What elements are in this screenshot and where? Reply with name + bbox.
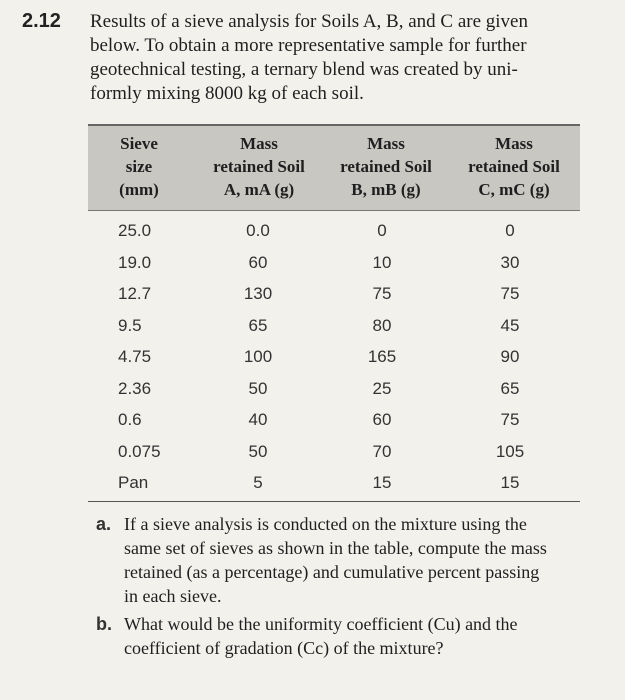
mass-c-cell: 90 — [500, 347, 520, 366]
problem-line: formly mixing 8000 kg of each soil. — [90, 83, 364, 104]
problem-line: Results of a sieve analysis for Soils A, B, and C are given — [90, 11, 528, 32]
mass-c-cell: 45 — [500, 315, 520, 335]
mass-b-cell: 10 — [372, 252, 392, 272]
table-header — [88, 124, 580, 211]
mass-b-cell: 80 — [372, 315, 392, 335]
mass-b-cell: 75 — [372, 284, 392, 303]
table-row — [88, 341, 580, 373]
question-line: coefficient of gradation (Cc) of the mixture? — [124, 638, 444, 658]
mass-c-cell: 75 — [500, 410, 520, 429]
mass-a-cell: 65 — [248, 315, 268, 335]
problem-line: geotechnical testing, a ternary blend was created by uni- — [90, 59, 518, 80]
sieve-size-cell: 0.6 — [118, 410, 142, 429]
sieve-table — [88, 124, 580, 502]
mass-a-cell: 60 — [248, 252, 268, 272]
mass-c-cell: 105 — [495, 441, 525, 461]
table-row — [88, 467, 580, 499]
mass-b-cell: 15 — [372, 473, 392, 492]
mass-c-cell: 0 — [505, 221, 515, 240]
question-line: If a sieve analysis is conducted on the mixture using the — [124, 514, 527, 534]
question-letter: a. — [96, 514, 112, 534]
mass-c-cell: 15 — [500, 473, 520, 492]
mass-c-cell: 65 — [500, 378, 520, 398]
sieve-size-cell: 2.36 — [118, 378, 152, 398]
sieve-size-cell: Pan — [118, 473, 149, 492]
mass-a-cell: 40 — [248, 410, 268, 429]
mass-b-cell: 60 — [372, 410, 392, 429]
question-letter: b. — [96, 614, 112, 634]
question-line: What would be the uniformity coefficient (Cu) and the — [124, 614, 518, 634]
mass-a-cell: 100 — [243, 347, 273, 366]
mass-c-cell: 30 — [500, 252, 520, 272]
question-line: same set of sieves as shown in the table, compute the mass — [124, 538, 547, 558]
mass-c-cell: 75 — [500, 284, 520, 303]
question-line: retained (as a percentage) and cumulative percent passing — [124, 562, 540, 582]
mass-a-cell: 50 — [248, 441, 268, 461]
problem-statement — [90, 10, 600, 106]
mass-a-cell: 50 — [248, 378, 268, 398]
mass-a-cell: 5 — [253, 473, 263, 492]
table-row — [88, 215, 580, 247]
table-row — [88, 310, 580, 342]
question-list — [96, 512, 604, 664]
table-row — [88, 278, 580, 310]
question-line: in each sieve. — [124, 586, 222, 606]
sieve-size-cell: 12.7 — [118, 284, 152, 303]
table-row — [88, 247, 580, 279]
header-soil-b: Mass retained Soil B, mB (g) — [340, 134, 432, 199]
header-soil-a: Mass retained Soil A, mA (g) — [213, 134, 305, 199]
problem-line: below. To obtain a more representative sample for further — [90, 35, 527, 56]
question-b — [96, 612, 604, 660]
table-row — [88, 373, 580, 405]
table-row — [88, 436, 580, 468]
header-soil-c: Mass retained Soil C, mC (g) — [468, 134, 560, 199]
sieve-size-cell: 25.0 — [118, 221, 152, 240]
question-a — [96, 512, 604, 608]
mass-b-cell: 70 — [372, 441, 392, 461]
sieve-size-cell: 4.75 — [118, 347, 152, 366]
table-body — [88, 211, 580, 502]
mass-b-cell: 25 — [372, 378, 392, 398]
problem-number: 2.12 — [22, 10, 61, 32]
header-sieve-size: Sieve size (mm) — [119, 134, 159, 199]
mass-a-cell: 0.0 — [246, 221, 270, 240]
sieve-size-cell: 0.075 — [118, 441, 161, 461]
table-row — [88, 404, 580, 436]
sieve-size-cell: 19.0 — [118, 252, 152, 272]
mass-b-cell: 165 — [367, 347, 397, 366]
mass-b-cell: 0 — [377, 221, 387, 240]
sieve-size-cell: 9.5 — [118, 315, 142, 335]
mass-a-cell: 130 — [243, 284, 273, 303]
